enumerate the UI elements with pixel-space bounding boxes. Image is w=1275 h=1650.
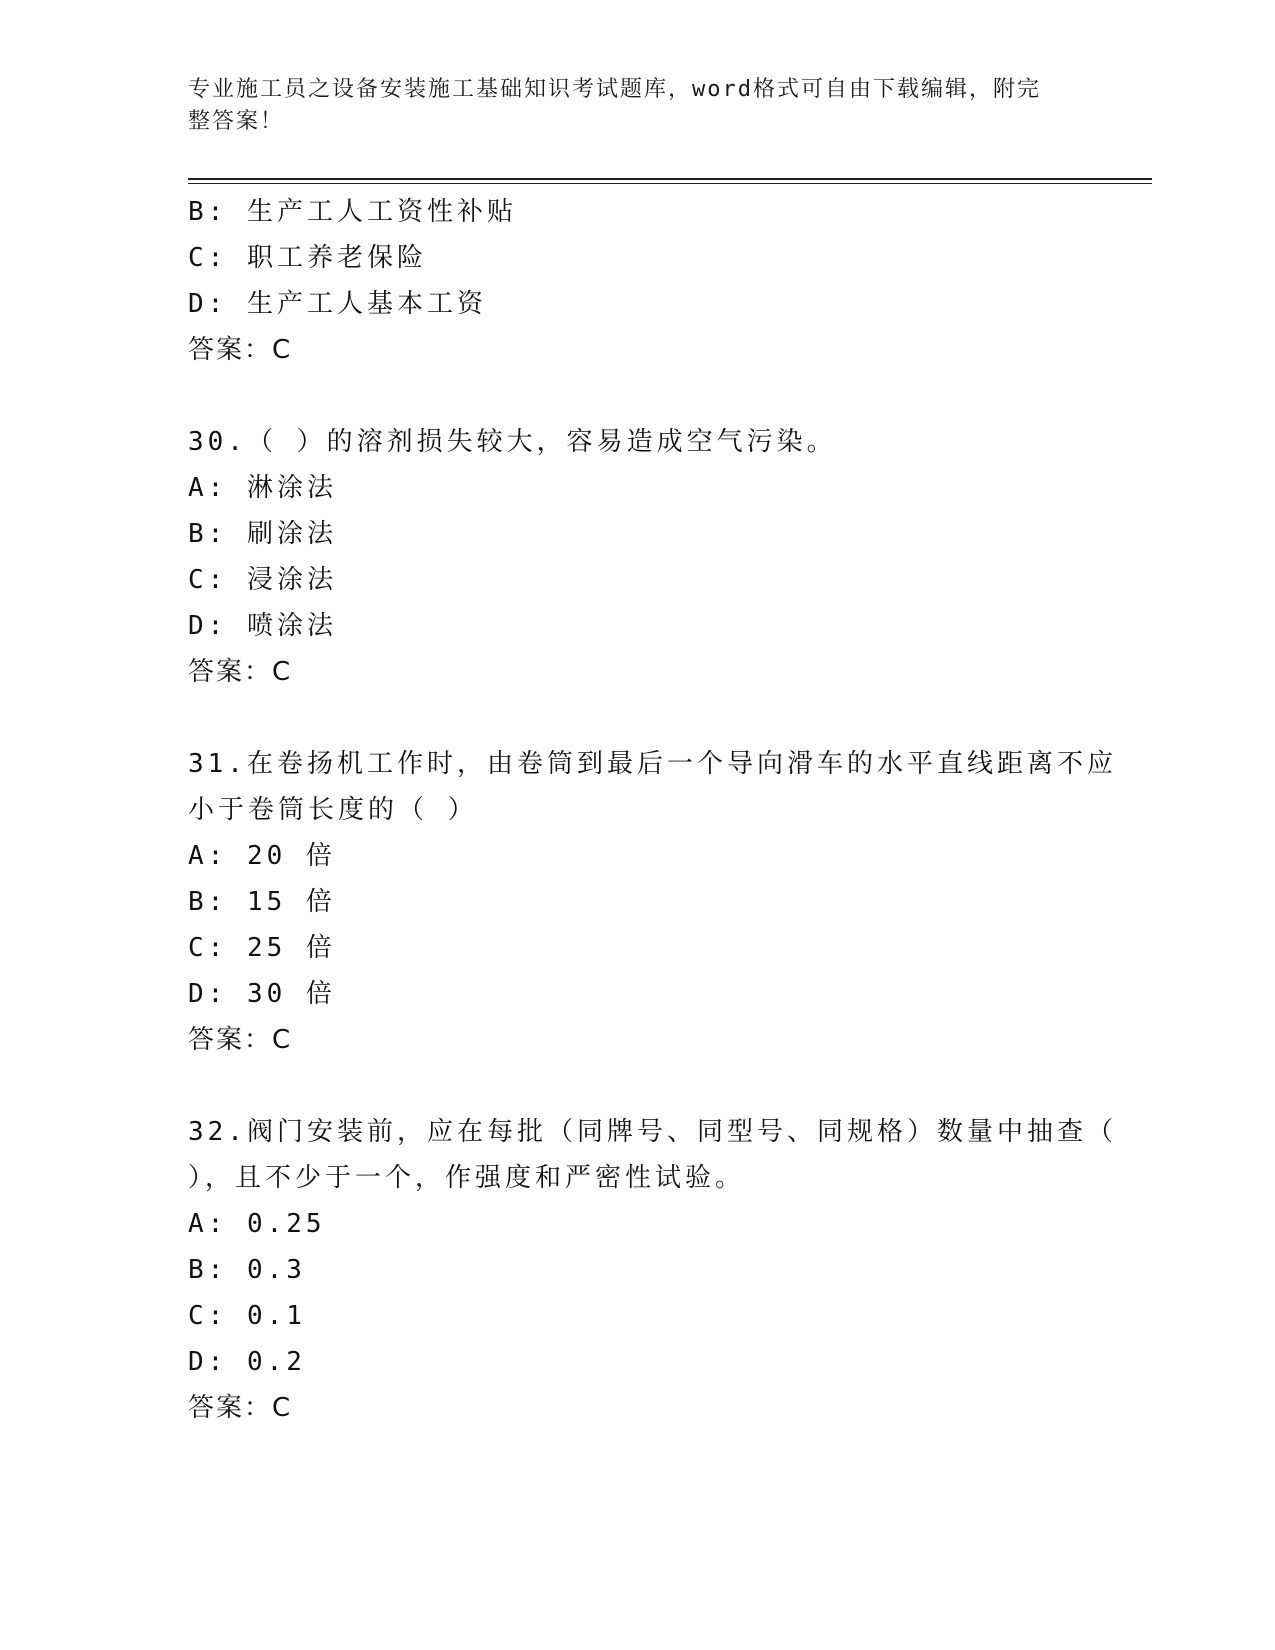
question-30 [188, 419, 1088, 695]
option-b: B: 0.3 [188, 1255, 306, 1285]
option-d: D: 0.2 [188, 1347, 306, 1377]
option-c: C: 职工养老保险 [188, 243, 427, 273]
option-c: C: 浸涂法 [188, 565, 337, 595]
question-32 [188, 1109, 1117, 1431]
option-b: B: 刷涂法 [188, 519, 337, 549]
option-b: B: 生产工人工资性补贴 [188, 197, 517, 227]
document-body [188, 189, 1117, 1431]
option-d: D: 生产工人基本工资 [188, 289, 487, 319]
page-header [188, 74, 1068, 138]
spacer [188, 373, 1088, 419]
question-31 [188, 741, 1117, 1063]
question-text: 31.在卷扬机工作时，由卷筒到最后一个导向滑车的水平直线距离不应 [188, 749, 1117, 779]
header-divider-thick [188, 178, 1152, 180]
question-text-cont: 小于卷筒长度的（ ） [188, 795, 478, 825]
option-b: B: 15 倍 [188, 887, 336, 917]
option-d: D: 30 倍 [188, 979, 336, 1009]
header-line-2: 整答案！ [188, 109, 285, 134]
question-text-cont: ），且不少于一个，作强度和严密性试验。 [188, 1163, 746, 1193]
question-29-continued [188, 189, 1088, 373]
answer: 答案：C [188, 1393, 293, 1423]
answer: 答案：C [188, 657, 293, 687]
spacer [188, 695, 1088, 741]
question-text: 32.阀门安装前，应在每批（同牌号、同型号、同规格）数量中抽查（ [188, 1117, 1117, 1147]
option-a: A: 0.25 [188, 1209, 326, 1239]
option-c: C: 0.1 [188, 1301, 306, 1331]
option-d: D: 喷涂法 [188, 611, 337, 641]
answer: 答案：C [188, 335, 293, 365]
option-a: A: 20 倍 [188, 841, 336, 871]
spacer [188, 1063, 1088, 1109]
question-text: 30.（ ）的溶剂损失较大，容易造成空气污染。 [188, 427, 837, 457]
option-a: A: 淋涂法 [188, 473, 337, 503]
header-line-1: 专业施工员之设备安装施工基础知识考试题库，word格式可自由下载编辑，附完 [188, 77, 1041, 102]
header-divider-thin [188, 183, 1152, 184]
option-c: C: 25 倍 [188, 933, 336, 963]
answer: 答案：C [188, 1025, 293, 1055]
